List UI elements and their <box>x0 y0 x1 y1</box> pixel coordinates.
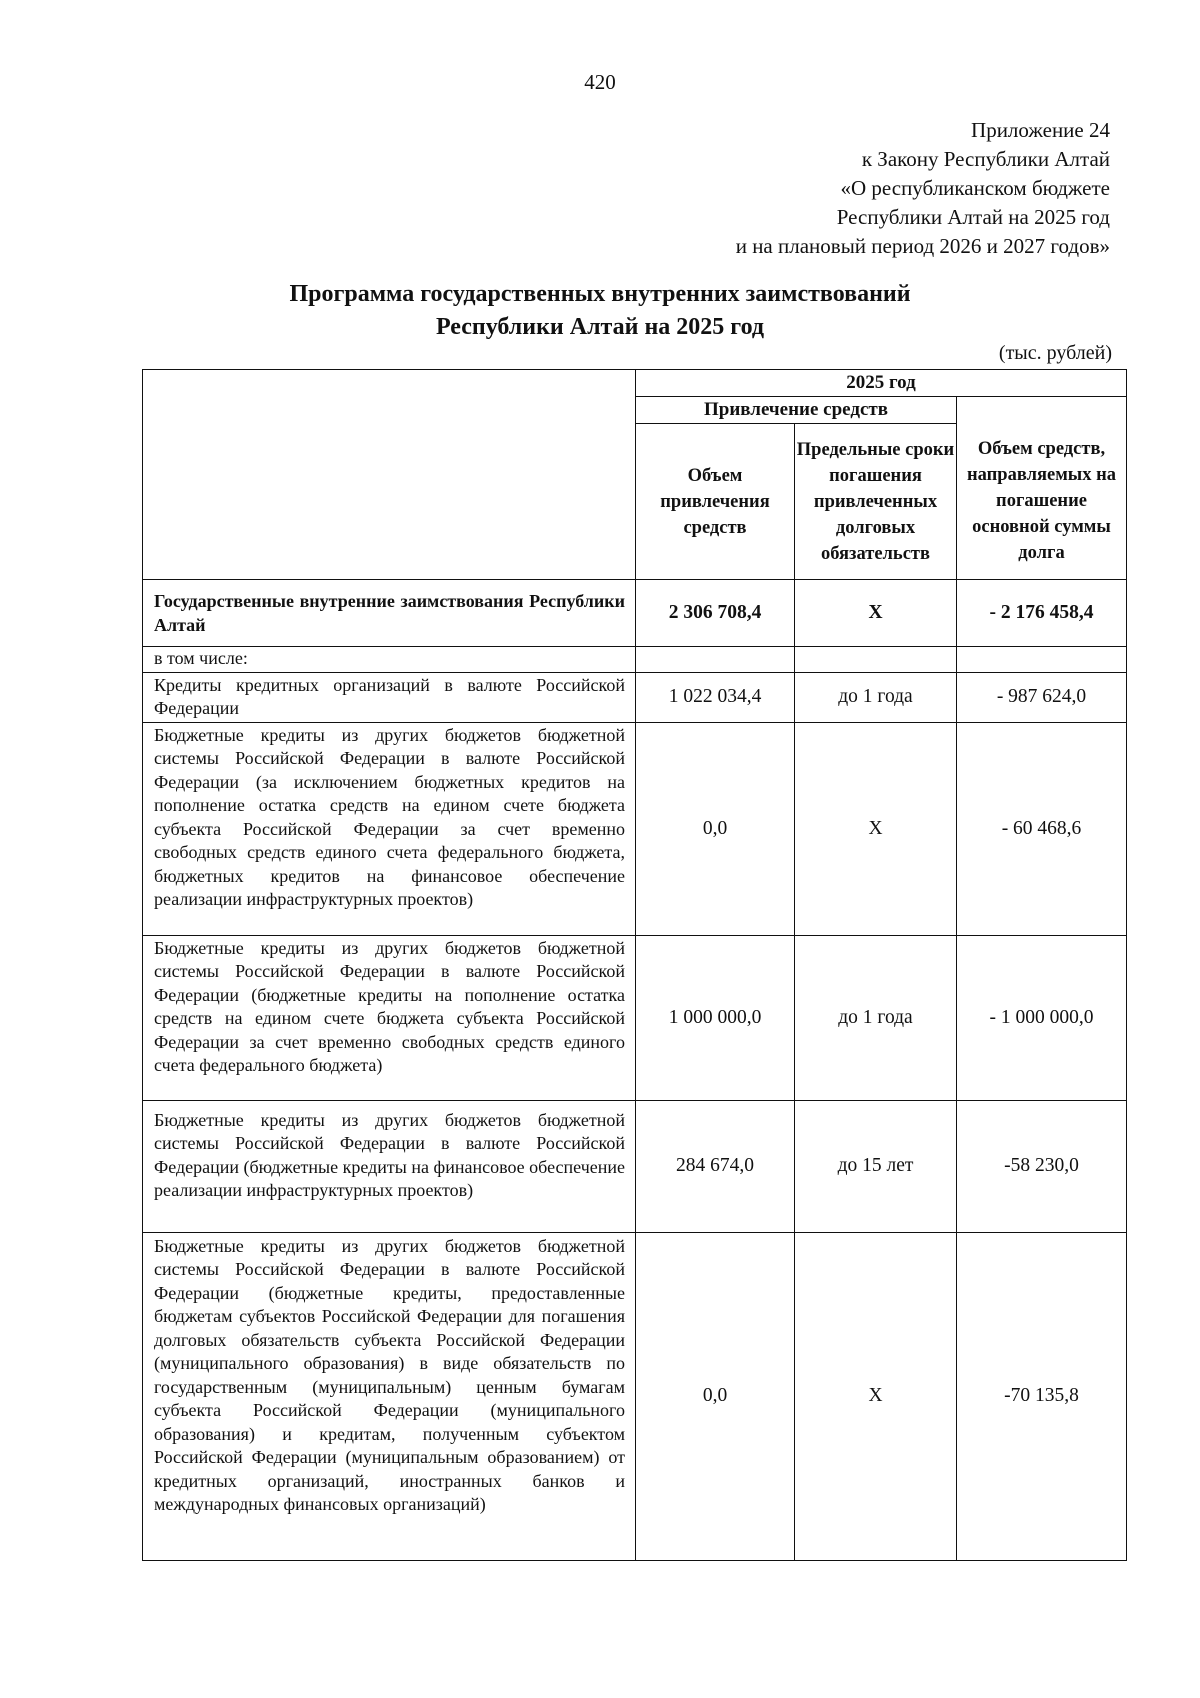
year-header: 2025 год <box>636 370 1127 397</box>
row-volume: 0,0 <box>636 722 795 935</box>
table-row <box>143 672 1127 722</box>
title-line: Программа государственных внутренних заимствований <box>289 281 911 307</box>
row-volume: 0,0 <box>636 1232 795 1560</box>
row-description: Государственные внутренние заимствования Республики Алтай <box>143 580 636 647</box>
row-repayment: - 1 000 000,0 <box>957 935 1127 1100</box>
row-terms: до 15 лет <box>795 1100 957 1232</box>
row-volume <box>636 647 795 673</box>
row-repayment <box>957 647 1127 673</box>
appendix-header <box>736 116 1110 261</box>
appendix-line: «О республиканском бюджете <box>840 176 1110 200</box>
row-terms: X <box>795 722 957 935</box>
row-terms: X <box>795 580 957 647</box>
row-description: Бюджетные кредиты из других бюджетов бюджетной системы Российской Федерации в валюте Российской Федерации (за исключением бюджетных кредитов на пополнение остатка средств на едином счете бюджета субъекта Российской Федерации за счет временно свободных средств единого счета федерального бюджета, бюджетных кредитов на финансовое обеспечение реализации инфраструктурных проектов) <box>143 722 636 935</box>
terms-header: Предельные сроки погашения привлеченных долговых обязательств <box>795 424 957 580</box>
row-volume: 284 674,0 <box>636 1100 795 1232</box>
row-volume: 2 306 708,4 <box>636 580 795 647</box>
row-description: Бюджетные кредиты из других бюджетов бюджетной системы Российской Федерации в валюте Российской Федерации (бюджетные кредиты, предоставленные бюджетам субъектов Российской Федерации для погашения долговых обязательств субъекта Российской Федерации (муниципального образования) в виде обязательств по государственным (муниципальным) ценным бумагам субъекта Российской Федерации (муниципального образования) и кредитам, полученным субъектом Российской Федерации (муниципальным образованием) от кредитных организаций, иностранных банков и международных финансовых организаций) <box>143 1232 636 1560</box>
table-row <box>143 722 1127 935</box>
units-label: (тыс. рублей) <box>998 342 1112 364</box>
header-empty-cell <box>143 370 636 580</box>
row-repayment: - 2 176 458,4 <box>957 580 1127 647</box>
row-description: в том числе: <box>143 647 636 673</box>
row-terms: X <box>795 1232 957 1560</box>
row-repayment: -70 135,8 <box>957 1232 1127 1560</box>
document-title <box>0 278 1200 344</box>
row-terms: до 1 года <box>795 672 957 722</box>
row-volume: 1 022 034,4 <box>636 672 795 722</box>
appendix-line: к Закону Республики Алтай <box>861 147 1110 171</box>
attraction-header: Привлечение средств <box>636 397 957 424</box>
table-row <box>143 580 1127 647</box>
row-terms: до 1 года <box>795 935 957 1100</box>
table-row <box>143 1232 1127 1560</box>
row-description: Кредиты кредитных организаций в валюте Российской Федерации <box>143 672 636 722</box>
appendix-line: Приложение 24 <box>971 118 1110 142</box>
row-description: Бюджетные кредиты из других бюджетов бюджетной системы Российской Федерации в валюте Российской Федерации (бюджетные кредиты на пополнение остатка средств на едином счете бюджета субъекта Российской Федерации за счет временно свободных средств единого счета федерального бюджета) <box>143 935 636 1100</box>
table-row <box>143 935 1127 1100</box>
title-line: Республики Алтай на 2025 год <box>435 314 765 340</box>
row-repayment: - 60 468,6 <box>957 722 1127 935</box>
row-repayment: -58 230,0 <box>957 1100 1127 1232</box>
repayment-header: Объем средств, направляемых на погашение основной суммы долга <box>957 397 1127 580</box>
volume-header: Объем привлечения средств <box>636 424 795 580</box>
table-row <box>143 1100 1127 1232</box>
row-volume: 1 000 000,0 <box>636 935 795 1100</box>
row-terms <box>795 647 957 673</box>
borrowing-table <box>142 369 1127 1561</box>
appendix-line: Республики Алтай на 2025 год <box>836 205 1110 229</box>
row-repayment: - 987 624,0 <box>957 672 1127 722</box>
row-description: Бюджетные кредиты из других бюджетов бюджетной системы Российской Федерации в валюте Российской Федерации (бюджетные кредиты на финансовое обеспечение реализации инфраструктурных проектов) <box>143 1100 636 1232</box>
appendix-line: и на плановый период 2026 и 2027 годов» <box>735 234 1110 258</box>
page-number: 420 <box>584 70 616 94</box>
table-row <box>143 647 1127 673</box>
